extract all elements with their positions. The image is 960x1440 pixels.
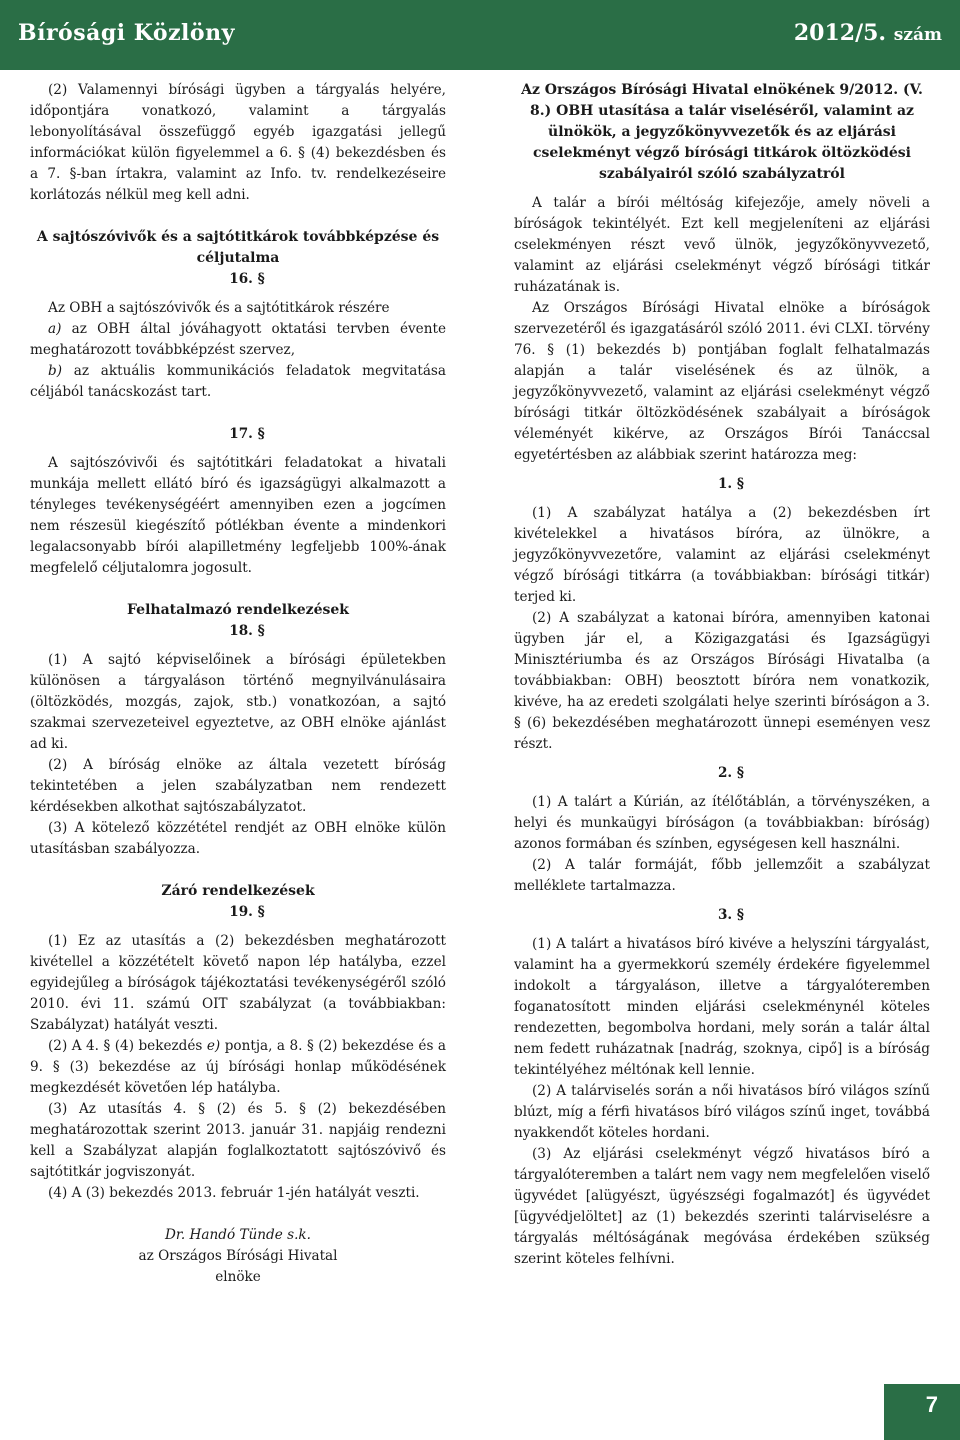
paragraph: Az Országos Bírósági Hivatal elnöke a bíróságok szervezetéről és igazgatásáról szóló 2011. évi CLXI. törvény 76. § (1) bekezdés b) pontjában foglalt felhatalmazás alapján a talár viselésének és az ülnök, a jegyzőkönyvvezető, valamint az eljárási cselekményt végző bírósági titkár öltözködésének szabályait a bíróságok véleményét kikérve, az Országos Bírói Tanáccsal egyetértésben az alábbiak szerint határozza meg: xyxy=(514,300,930,463)
section-number: 19. § xyxy=(229,904,265,920)
paragraph: (3) Az eljárási cselekményt végző hivatásos bíró a tárgyalóteremben a talárt nem vagy nem megfelelően viselő ügyvédet [alügyészt, ügyészségi fogalmazót] és ügyvédet [ügyvédjelöltet] az (1) bekezdés szerinti talárviselésre a tárgyalás méltóságának megóvása érdekében szükség szerint köteles felhívni. xyxy=(514,1146,930,1267)
section-number: 16. § xyxy=(229,271,265,287)
paragraph: (2) Valamennyi bírósági ügyben a tárgyalás helyére, időpontjára vonatkozó, valamint a tárgyalás lebonyolításával összefüggő egyéb igazgatási jellegű információkat külön figyelemmel a 6. § (4) bekezdésben és a 7. §-ban írtakra, valamint az Info. tv. rendelkezéseire korlátozás nélkül meg kell adni. xyxy=(30,82,446,203)
right-column xyxy=(514,80,930,1270)
paragraph: (2) A talár formáját, főbb jellemzőit a szabályzat melléklete tartalmazza. xyxy=(514,857,930,894)
paragraph: (3) Az utasítás 4. § (2) és 5. § (2) bekezdésében meghatározottak szerint 2013. január 31. napjáig rendezni kell a Szabályzat alapján foglalkoztatott sajtószóvivő és sajtótitkár jogviszonyát. xyxy=(30,1101,446,1180)
paragraph: (4) A (3) bekezdés 2013. február 1-jén hatályát veszti. xyxy=(48,1185,420,1201)
section-number: 2. § xyxy=(717,765,745,781)
paragraph: (1) A sajtó képviselőinek a bírósági épületekben különösen a tárgyaláson történő megnyilvánulásaira (öltözködés, mozgás, zajok, stb.) vonatkozóan, a sajtó szakmai szervezeteivel egyeztetve, az OBH elnöke ajánlást ad ki. xyxy=(30,652,446,752)
issue-word: szám xyxy=(893,25,942,45)
section-number: 1. § xyxy=(717,476,745,492)
journal-title: Bírósági Közlöny xyxy=(18,20,235,46)
section-number: 17. § xyxy=(229,426,265,442)
section-number: 3. § xyxy=(717,907,745,923)
page-header xyxy=(0,0,960,70)
paragraph: (2) A szabályzat a katonai bíróra, amennyiben katonai ügyben jár el, a Közigazgatási és Igazságügyi Minisztériumba és az Országos Bírósági Hivatalba (a továbbiakban: OBH) beosztott bíróra nem vonatkozik, kivéve, ha az eredeti szolgálati helye szerinti bíróságon a 3. § (6) bekezdésében meghatározott ünnepi eseményen vesz részt. xyxy=(514,610,930,752)
paragraph: (1) Ez az utasítás a (2) bekezdésben meghatározott kivétellel a közzétételt követő napon lép hatályba, ezzel egyidejűleg a bíróságok tájékoztatási tevékenységéről szóló 2010. évi 11. számú OIT szabályzat (a továbbiakban: Szabályzat) hatályát veszti. xyxy=(30,933,446,1033)
page-number: 7 xyxy=(925,1392,938,1417)
paragraph: a) az OBH által jóváhagyott oktatási tervben évente meghatározott továbbképzést szervez, xyxy=(30,321,446,358)
paragraph: A talár a bírói méltóság kifejezője, amely növeli a bíróságok tekintélyét. Ezt kell megjeleníteni az eljárási cselekményen részt vevő ülnök, jegyzőkönyvvezető, valamint az eljárási cselekményt végző bírósági titkár ruházatának is. xyxy=(514,195,930,295)
paragraph: (1) A talárt a Kúrián, az ítélőtáblán, a törvényszéken, a helyi és munkaügyi bíróságon (a továbbiakban: bíróság) azonos formában és színben, egységesen kell használni. xyxy=(514,794,930,852)
signatory-name: Dr. Handó Tünde s.k. xyxy=(165,1227,311,1243)
paragraph: A sajtószóvivői és sajtótitkári feladatokat a hivatali munkája mellett ellátó bíró és igazságügyi alkalmazott a tényleges tevékenységéért amennyiben ezen a jogcímen nem részesül kiegészítő pótlékban évente a mindenkori legalacsonyabb bírói alapilletmény legfeljebb 100%-ának megfelelő céljutalomra jogosult. xyxy=(30,455,446,576)
page-number-box xyxy=(884,1384,960,1440)
signature-block xyxy=(30,1225,446,1288)
paragraph: (1) A szabályzat hatálya a (2) bekezdésben írt kivételekkel a hivatásos bíróra, az ülnökre, a jegyzőkönyvvezetőre, valamint az eljárási cselekményt végző bírósági titkárra (a továbbiakban: bírósági titkár) terjed ki. xyxy=(514,505,930,605)
issue-year: 2012/5. xyxy=(793,20,887,46)
paragraph: Az OBH a sajtószóvivők és a sajtótitkárok részére xyxy=(48,300,390,316)
issue-number xyxy=(794,20,942,46)
paragraph: (2) A talárviselés során a női hivatásos bíró világos színű blúzt, míg a férfi hivatásos bíró világos színű inget, továbbá nyakkendőt köteles hordani. xyxy=(514,1083,930,1141)
signatory-role: elnöke xyxy=(215,1269,261,1285)
paragraph: (2) A 4. § (4) bekezdés e) pontja, a 8. § (2) bekezdése és a 9. § (3) bekezdése az új bírósági honlap működésének megkezdését követően lép hatályba. xyxy=(30,1038,446,1096)
left-column xyxy=(30,80,446,1288)
section-number: 18. § xyxy=(229,623,265,639)
paragraph: (3) A kötelező közzététel rendjét az OBH elnöke külön utasításban szabályozza. xyxy=(30,820,446,857)
section-heading: Záró rendelkezések xyxy=(161,883,315,899)
paragraph: b) az aktuális kommunikációs feladatok megvitatása céljából tanácskozást tart. xyxy=(30,363,446,400)
signatory-org: az Országos Bírósági Hivatal xyxy=(138,1248,338,1264)
document-title: Az Országos Bírósági Hivatal elnökének 9/2012. (V. 8.) OBH utasítása a talár viseléséről, valamint az ülnökök, a jegyzőkönyvvezetők és az eljárási cselekményt végző bírósági titkárok öltözködési szabályairól szóló szabályzatról xyxy=(521,82,923,182)
paragraph: (1) A talárt a hivatásos bíró kivéve a helyszíni tárgyalást, valamint ha a gyermekkorú személy érdekére figyelemmel indokolt a tárgyaláson, illetve a tárgyalóteremben foganatosított minden eljárási cselekménynél köteles rendezetten, begombolva hordani, mely során a talár által nem fedett ruházatnak [nadrág, szoknya, cipő] is a bíróság tekintélyéhez méltónak kell lennie. xyxy=(514,936,930,1078)
section-heading: A sajtószóvivők és a sajtótitkárok továbbképzése és céljutalma xyxy=(36,229,440,266)
section-heading: Felhatalmazó rendelkezések xyxy=(127,602,349,618)
paragraph: (2) A bíróság elnöke az általa vezetett bíróság tekintetében a jelen szabályzatban nem rendezett kérdésekben alkothat sajtószabályzatot. xyxy=(30,757,446,815)
